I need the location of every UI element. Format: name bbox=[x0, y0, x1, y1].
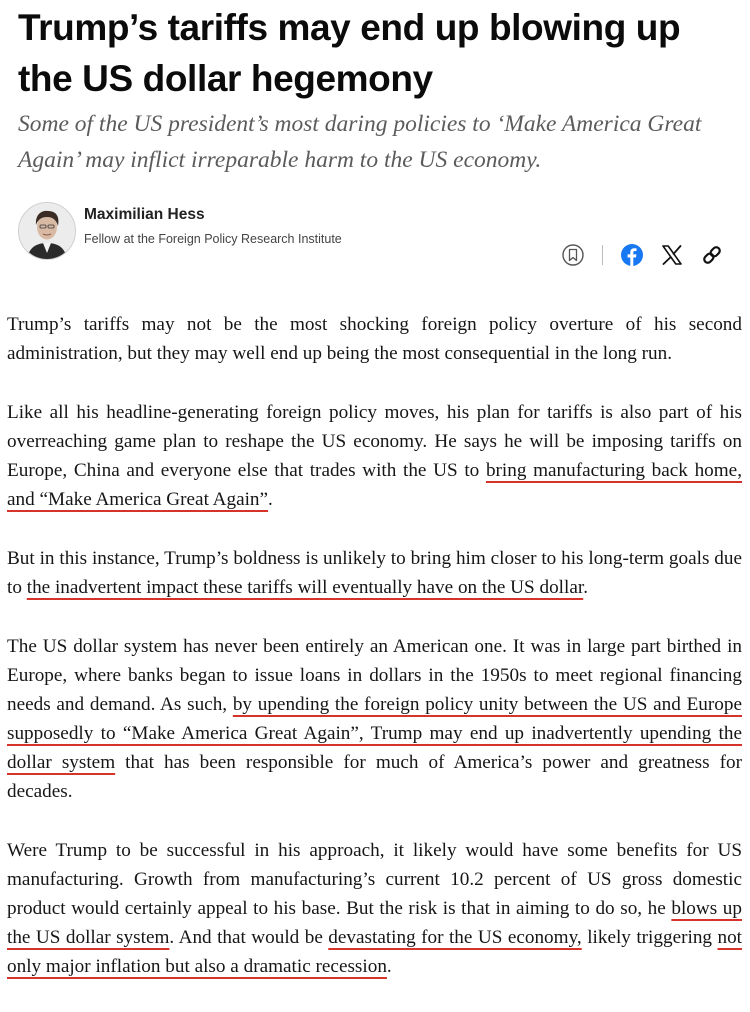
author-role: Fellow at the Foreign Policy Research Institute bbox=[84, 232, 342, 246]
paragraph-text: . bbox=[386, 956, 392, 977]
author-name[interactable]: Maximilian Hess bbox=[84, 206, 205, 223]
paragraph-5 bbox=[7, 836, 742, 981]
inline-link[interactable]: not only major inflation but also a dramatic recession bbox=[7, 927, 742, 977]
paragraph-2 bbox=[7, 398, 742, 514]
article-body bbox=[7, 310, 742, 981]
paragraph-text: . And that would be bbox=[169, 927, 329, 948]
facebook-share-button[interactable] bbox=[619, 242, 645, 268]
inline-link[interactable]: the inadvertent impact these tariffs will eventually have on the US dollar bbox=[26, 577, 584, 598]
x-share-button[interactable] bbox=[659, 242, 685, 268]
paragraph-1 bbox=[7, 310, 742, 368]
paragraph-4 bbox=[7, 632, 742, 806]
copy-link-button[interactable] bbox=[699, 242, 725, 268]
paragraph-text: . bbox=[583, 577, 588, 598]
x-icon bbox=[659, 242, 685, 268]
standfirst: Some of the US president’s most daring policies to ‘Make America Great Again’ may inflict irreparable harm to the US economy. bbox=[18, 111, 702, 173]
paragraph-text: Trump’s tariffs may not be the most shocking foreign policy overture of his second administration, but they may well end up being the most consequential in the long run. bbox=[7, 314, 742, 364]
bookmark-button[interactable] bbox=[560, 242, 586, 268]
inline-link[interactable]: devastating for the US economy, bbox=[328, 927, 582, 948]
inline-link[interactable]: blows up the US dollar system bbox=[7, 898, 742, 948]
facebook-icon bbox=[619, 242, 645, 268]
paragraph-text: that has been responsible for much of America’s power and greatness for decades. bbox=[7, 752, 742, 802]
paragraph-text: Like all his headline-generating foreign policy moves, his plan for tariffs is also part of his overreaching game plan to reshape the US economy. He says he will be imposing tariffs on Europe, China and everyone else that trades with the US to bbox=[7, 402, 742, 481]
inline-link[interactable]: bring manufacturing back home, and “Make America Great Again” bbox=[7, 460, 743, 510]
headline: Trump’s tariffs may end up blowing up the US dollar hegemony bbox=[18, 7, 681, 99]
paragraph-text: But in this instance, Trump’s boldness is unlikely to bring him closer to his long-term goals due to bbox=[7, 548, 742, 598]
paragraph-text: likely triggering bbox=[581, 927, 718, 948]
paragraph-text: Were Trump to be successful in his approach, it likely would have some benefits for US manufacturing. Growth from manufacturing’s current 10.2 percent of US gross domestic product would certainly appeal to his base. But the risk is that in aiming to do so, he bbox=[7, 840, 742, 919]
author-avatar[interactable] bbox=[18, 202, 76, 260]
share-divider bbox=[602, 245, 603, 265]
paragraph-text: . bbox=[268, 489, 273, 510]
paragraph-3 bbox=[7, 544, 742, 602]
author-photo-icon bbox=[19, 203, 75, 259]
link-icon bbox=[699, 242, 725, 268]
inline-link[interactable]: by upending the foreign policy unity between the US and Europe supposedly to “Make America Great Again”, Trump may end up inadvertently upending the dollar system bbox=[7, 694, 742, 773]
share-bar bbox=[560, 240, 740, 270]
bookmark-icon bbox=[560, 242, 586, 268]
paragraph-text: The US dollar system has never been entirely an American one. It was in large part birthed in Europe, where banks began to issue loans in dollars in the 1950s to meet regional financing needs and demand. As such, bbox=[7, 636, 742, 715]
